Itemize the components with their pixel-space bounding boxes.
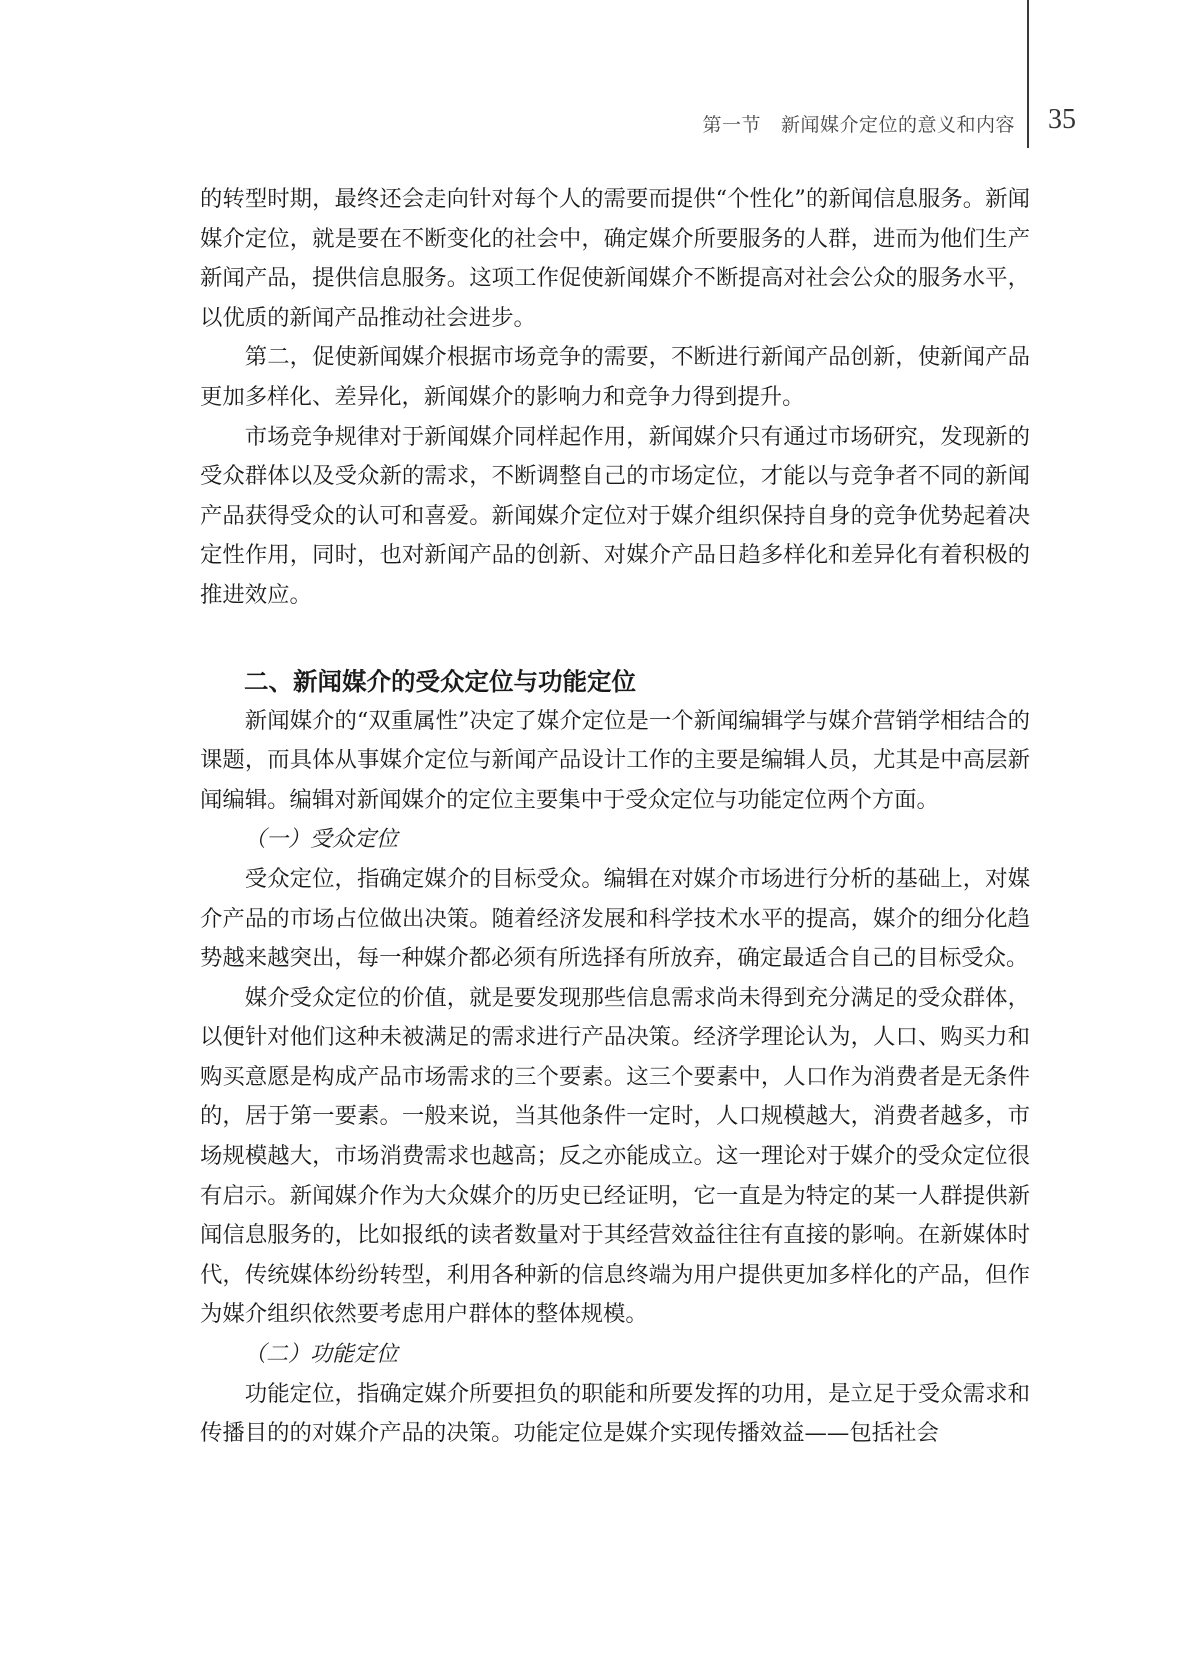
section-heading: 二、新闻媒介的受众定位与功能定位: [244, 666, 636, 696]
subsection-heading: （二）功能定位: [244, 1342, 399, 1368]
paragraph: 第二，促使新闻媒介根据市场竞争的需要，不断进行新闻产品创新，使新闻产品更加多样化、差异化，新闻媒介的影响力和竞争力得到提升。: [200, 344, 1030, 410]
paragraph: 市场竞争规律对于新闻媒介同样起作用，新闻媒介只有通过市场研究，发现新的受众群体以及受众新的需求，不断调整自己的市场定位，才能以与竞争者不同的新闻产品获得受众的认可和喜爱。新闻媒介定位对于媒介组织保持自身的竞争优势起着决定性作用，同时，也对新闻产品的创新、对媒介产品日趋多样化和差异化有着积极的推进效应。: [200, 423, 1030, 608]
running-head-section: 第一节: [702, 114, 761, 136]
paragraph: 功能定位，指确定媒介所要担负的职能和所要发挥的功用，是立足于受众需求和传播目的的对媒介产品的决策。功能定位是媒介实现传播效益——包括社会: [200, 1380, 1030, 1447]
page-body: [200, 180, 1030, 1454]
paragraph: 新闻媒介的“双重属性”决定了媒介定位是一个新闻编辑学与媒介营销学相结合的课题，而具体从事媒介定位与新闻产品设计工作的主要是编辑人员，尤其是中高层新闻编辑。编辑对新闻媒介的定位主要集中于受众定位与功能定位两个方面。: [200, 707, 1030, 813]
paragraph-continued: 的转型时期，最终还会走向针对每个人的需要而提供“个性化”的新闻信息服务。新闻媒介定位，就是要在不断变化的社会中，确定媒介所要服务的人群，进而为他们生产新闻产品，提供信息服务。这项工作促使新闻媒介不断提高对社会公众的服务水平，以优质的新闻产品推动社会进步。: [200, 186, 1030, 331]
header-vertical-rule: [1027, 0, 1029, 148]
page-number: 35: [1048, 104, 1076, 135]
paragraph: 受众定位，指确定媒介的目标受众。编辑在对媒介市场进行分析的基础上，对媒介产品的市场占位做出决策。随着经济发展和科学技术水平的提高，媒介的细分化趋势越来越突出，每一种媒介都必须有所选择有所放弃，确定最适合自己的目标受众。: [200, 865, 1030, 972]
subsection-heading: （一）受众定位: [244, 827, 399, 853]
running-head: [702, 110, 1015, 137]
running-head-title: 新闻媒介定位的意义和内容: [780, 114, 1015, 136]
paragraph: 媒介受众定位的价值，就是要发现那些信息需求尚未得到充分满足的受众群体，以便针对他们这种未被满足的需求进行产品决策。经济学理论认为，人口、购买力和购买意愿是构成产品市场需求的三个要素。这三个要素中，人口作为消费者是无条件的，居于第一要素。一般来说，当其他条件一定时，人口规模越大，消费者越多，市场规模越大，市场消费需求也越高；反之亦能成立。这一理论对于媒介的受众定位很有启示。新闻媒介作为大众媒介的历史已经证明，它一直是为特定的某一人群提供新闻信息服务的，比如报纸的读者数量对于其经营效益往往有直接的影响。在新媒体时代，传统媒体纷纷转型，利用各种新的信息终端为用户提供更加多样化的产品，但作为媒介组织依然要考虑用户群体的整体规模。: [200, 984, 1030, 1328]
